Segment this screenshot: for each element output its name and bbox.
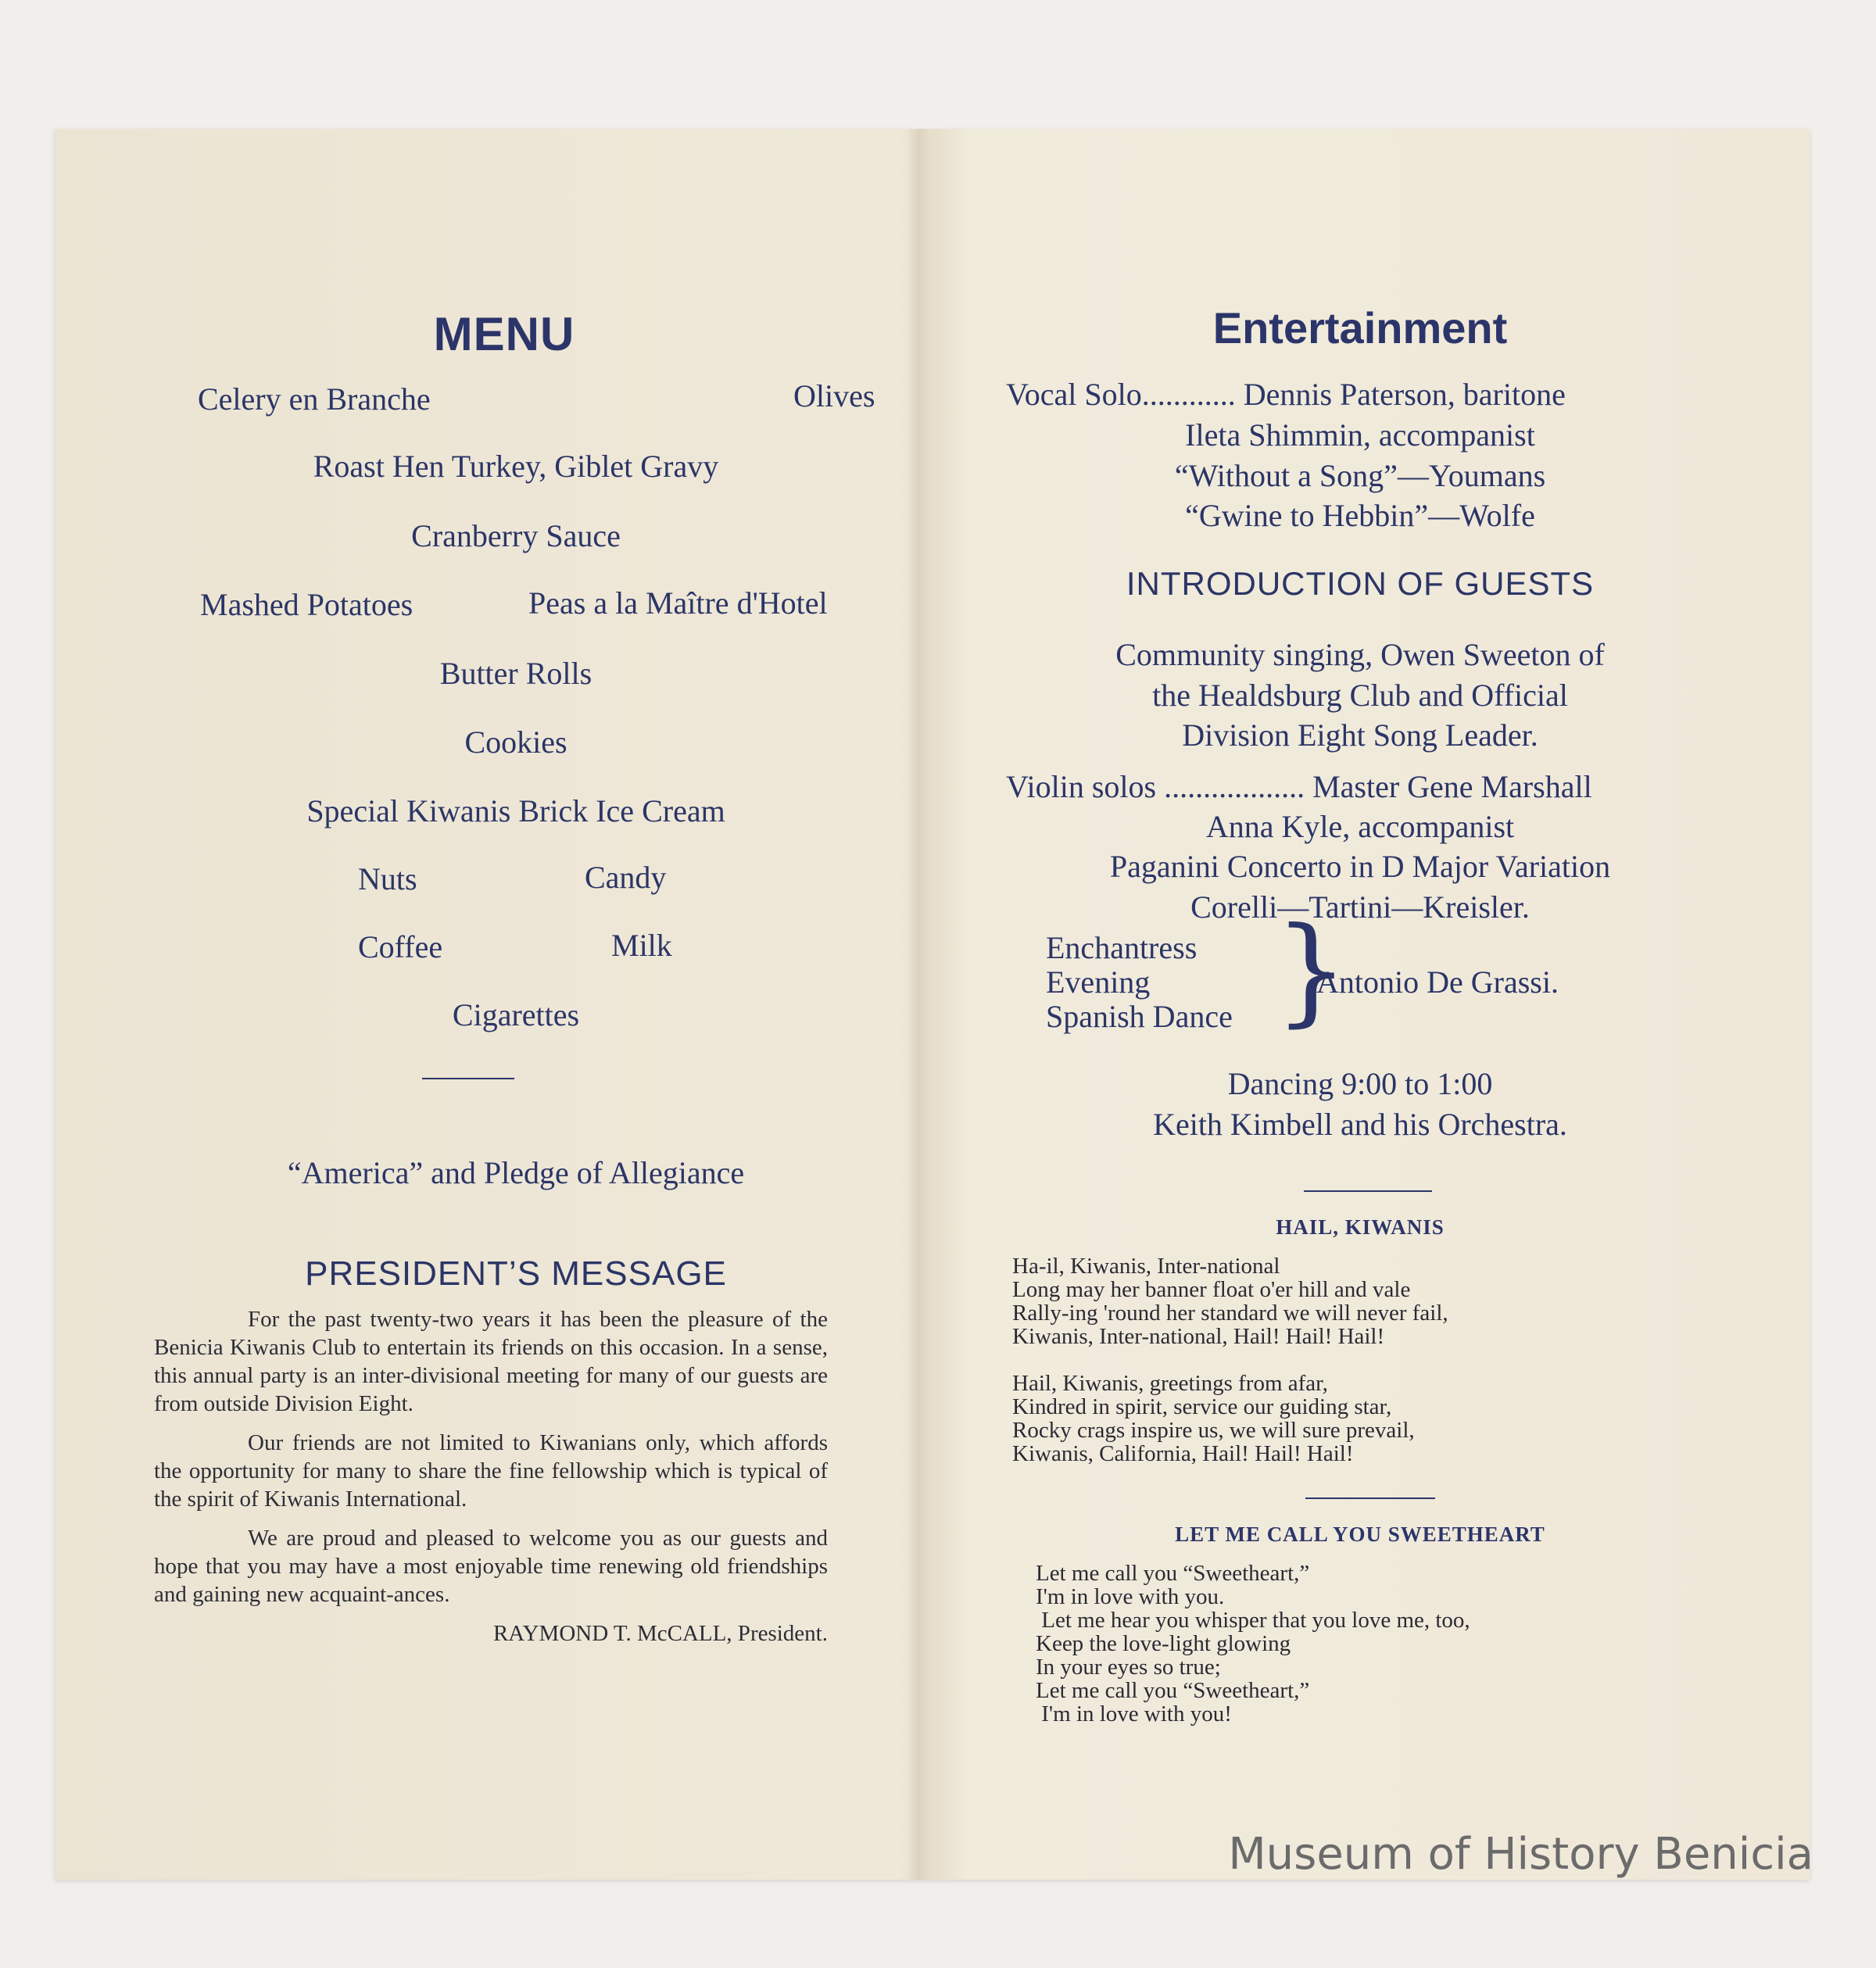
piece-enchantress: Enchantress [1046,930,1198,965]
message-paragraph-3: We are proud and pleased to welcome you as our guests and hope that you may have a most enjoyable time renewing old friendships and gaining new acquaint-ances. [154,1526,828,1607]
sweetheart-lyrics: Let me call you “Sweetheart,” I'm in love with you. Let me hear you whisper that you love me, too, Keep the love-light glowing In your eyes so true; Let me call you “Sweetheart,” I'm in love with you! [1036,1561,1470,1726]
menu-item-turkey: Roast Hen Turkey, Giblet Gravy [313,449,719,484]
menu-panel [125,129,883,1880]
hail-kiwanis-lyrics: Ha-il, Kiwanis, Inter-national Long may her banner float o'er hill and vale Rally-ing 'round her standard we will never fail, Kiwanis, Inter-national, Hail! Hail! Hail! Hail, Kiwanis, greetings from afar, Kindred in spirit, service our guiding star, Rocky crags inspire us, we will sure prevail, Kiwanis, California, Hail! Hail! Hail! [1012,1254,1448,1466]
entertainment-title: Entertainment [1212,303,1508,352]
menu-item-cigarettes: Cigarettes [452,997,580,1032]
program-sheet [55,129,1810,1880]
community-singing-3: Division Eight Song Leader. [1182,717,1538,753]
violin-solos-line: Violin solos .................. Master Gene Marshall [1006,769,1592,804]
message-paragraph-1: For the past twenty-two years it has been the pleasure of the Benicia Kiwanis Club to entertain its friends on this occasion. In a sense, this annual party is an inter-divisional meeting for many of our guests are from outside Division Eight. [154,1307,828,1416]
song-gwine-to-hebbin: “Gwine to Hebbin”—Wolfe [1185,498,1535,533]
songs-divider [1304,1190,1432,1192]
menu-item-cookies: Cookies [464,725,567,760]
menu-item-milk: Milk [611,928,672,963]
corelli-line: Corelli—Tartini—Kreisler. [1190,889,1530,925]
community-singing-2: the Healdsburg Club and Official [1152,678,1568,713]
message-title: PRESIDENT’S MESSAGE [305,1254,727,1293]
message-signature: RAYMOND T. McCALL, President. [492,1621,828,1646]
menu-item-olives: Olives [793,378,875,413]
community-singing-1: Community singing, Owen Sweeton of [1115,637,1605,672]
brace-icon: } [1274,903,1349,1039]
paganini-line: Paganini Concerto in D Major Variation [1109,849,1611,884]
message-paragraph-2: Our friends are not limited to Kiwanians only, which affords the opportunity for many to share the fine fellowship which is typical of the spirit of Kiwanis International. [154,1430,828,1512]
introduction-of-guests: INTRODUCTION OF GUESTS [1126,565,1595,602]
piece-spanish-dance: Spanish Dance [1046,999,1233,1034]
hail-kiwanis-title: HAIL, KIWANIS [1276,1215,1445,1239]
menu-item-nuts: Nuts [358,861,417,896]
menu-item-ice-cream: Special Kiwanis Brick Ice Cream [306,793,725,828]
menu-item-candy: Candy [585,860,667,895]
menu-item-peas: Peas a la Maître d'Hotel [528,585,828,621]
pledge-line: “America” and Pledge of Allegiance [287,1155,745,1190]
accompanist-shimmin: Ileta Shimmin, accompanist [1185,417,1535,453]
message-body [154,1305,828,1648]
entertainment-panel [961,129,1759,1880]
dancing-line: Dancing 9:00 to 1:00 [1227,1066,1493,1101]
center-fold [907,129,930,1880]
menu-divider [422,1078,514,1079]
menu-item-rolls: Butter Rolls [439,656,593,691]
menu-item-potatoes: Mashed Potatoes [200,587,414,622]
menu-item-celery: Celery en Branche [198,381,431,417]
menu-item-coffee: Coffee [358,929,443,964]
songs-divider-2 [1305,1497,1435,1499]
menu-title: MENU [433,308,575,360]
vocal-solo-line: Vocal Solo............ Dennis Paterson, baritone [1006,377,1566,412]
accompanist-kyle: Anna Kyle, accompanist [1205,809,1515,844]
orchestra-line: Keith Kimbell and his Orchestra. [1153,1107,1567,1142]
museum-watermark: Museum of History Benicia [1228,1829,1813,1880]
composer-de-grassi: Antonio De Grassi. [1316,964,1559,1000]
piece-evening: Evening [1046,964,1151,1000]
menu-item-cranberry: Cranberry Sauce [411,518,621,553]
sweetheart-title: LET ME CALL YOU SWEETHEART [1175,1523,1545,1546]
song-without-a-song: “Without a Song”—Youmans [1174,458,1546,493]
